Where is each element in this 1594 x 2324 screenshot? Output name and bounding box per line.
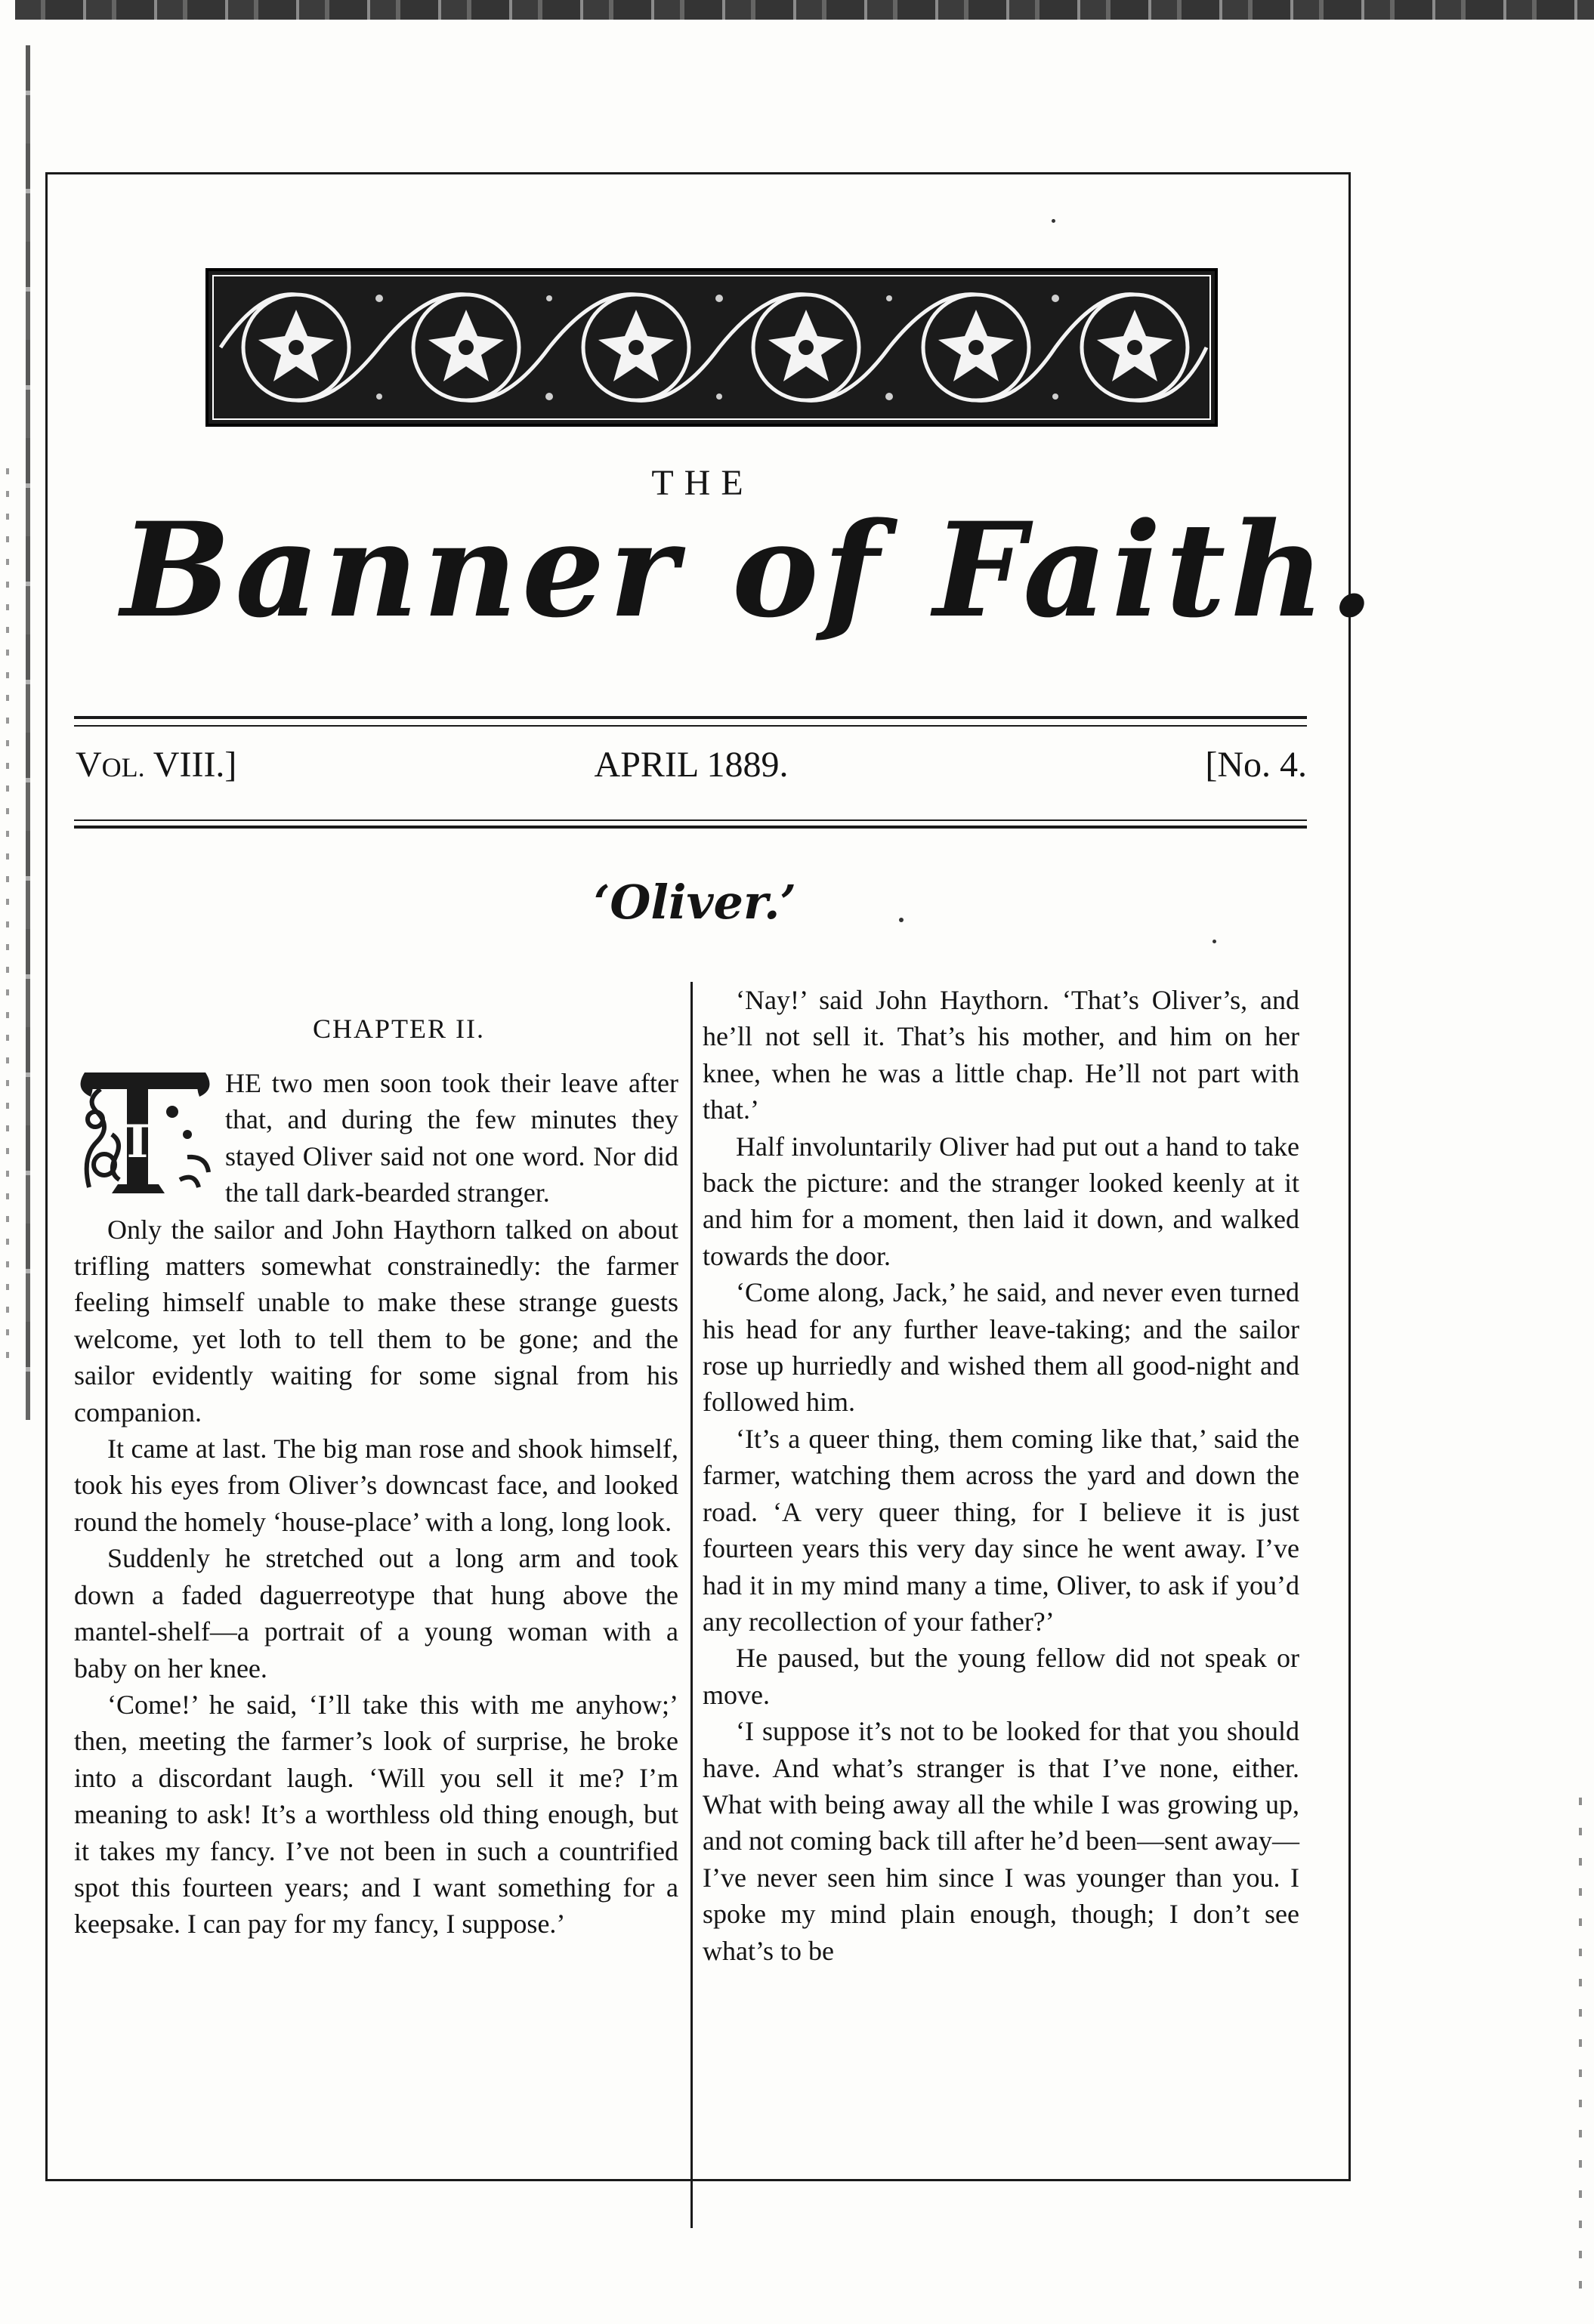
paragraph: ‘Come!’ he said, ‘I’ll take this with me anyhow;’ then, meeting the farmer’s look of surprise, he broke into a discordant laugh. ‘Will you sell it me? I’m meaning to ask! It’s a worthless old thing enough, but it takes my fancy. I’ve not been in such a countrified spot this fourteen years; and I want something for a keepsake. I can pay for my fancy, I suppose.’ [74, 1689, 678, 1940]
volume-number: VOL. VIII.] [76, 745, 237, 785]
article-column-right [703, 982, 1299, 1969]
masthead-rule-bottom-thin [74, 819, 1307, 821]
paragraph: Suddenly he stretched out a long arm and took down a faded daguerreotype that hung above the mantel-shelf—a portrait of a young woman with a baby on her knee. [74, 1543, 678, 1684]
drop-cap-ornament [74, 1066, 216, 1201]
drop-cap-letter: T [120, 1116, 155, 1168]
paragraph: Half involuntarily Oliver had put out a hand to take back the picture: and the stranger looked keenly at it and him for a moment, then laid it down, and walked towards the door. [703, 1131, 1299, 1271]
paragraph: ‘I suppose it’s not to be looked for that you should have. And what’s stranger is that I’ve none, either. What with being away all the while I was growing up, and not coming back till after he’d been—sent away—I’ve never seen him since I was younger than you. I spoke my mind plain enough, though; I don’t see what’s to be [703, 1716, 1299, 1966]
paragraph: ‘It’s a queer thing, them coming like that,’ said the farmer, watching them across the yard and down the road. ‘A very queer thing, for I believe it is just fourteen years this very day since he went away. I’ve had it in my mind many a time, Oliver, to ask if you’d any recollection of your father?’ [703, 1423, 1299, 1637]
issue-date: APRIL 1889. [594, 745, 789, 785]
masthead-the: THE [651, 463, 754, 503]
column-divider [690, 982, 693, 2228]
paragraph: ‘Nay!’ said John Haythorn. ‘That’s Oliver’s, and he’ll not sell it. That’s his mother, and him on her knee, when he was a little chap. He’ll not part with that.’ [703, 985, 1299, 1125]
masthead-rule-top [74, 716, 1307, 719]
story-title: ‘Oliver.’ [593, 875, 797, 930]
ornamental-header-band [205, 268, 1218, 427]
publication-title: Banner of Faith. [121, 493, 1379, 647]
paragraph: It came at last. The big man rose and shook himself, took his eyes from Oliver’s downcast face, and looked round the homely ‘house-place’ with a long, long look. [74, 1434, 678, 1537]
paragraph: Only the sailor and John Haythorn talked on about trifling matters somewhat constrainedly: the farmer feeling himself unable to make these strange guests welcome, yet loth to tell them to be gone; and the sailor evidently waiting for some signal from his companion. [74, 1214, 678, 1427]
scan-edge-left-speckle [6, 468, 9, 1375]
paragraph: HE two men soon took their leave after that, and during the few minutes they stayed Oliver said not one word. Nor did the tall dark-bearded stranger. [225, 1068, 678, 1208]
scan-edge-left [26, 45, 30, 1420]
masthead-rule-top-thin [74, 725, 1307, 727]
scan-edge-top [15, 0, 1594, 20]
paragraph: He paused, but the young fellow did not speak or move. [703, 1643, 1299, 1710]
paragraph: ‘Come along, Jack,’ he said, and never even turned his head for any further leave-taking; and the sailor rose up hurriedly and wished them all good-night and followed him. [703, 1277, 1299, 1418]
speck [1052, 219, 1055, 223]
speck [899, 918, 904, 922]
issue-number: [No. 4. [1205, 745, 1307, 785]
scan-edge-right [1579, 1798, 1582, 2296]
article-column-left [74, 992, 678, 1943]
issue-line [76, 744, 1307, 804]
masthead-rule-bottom [74, 826, 1307, 829]
speck [1212, 940, 1216, 943]
chapter-heading: CHAPTER II. [313, 1014, 485, 1044]
